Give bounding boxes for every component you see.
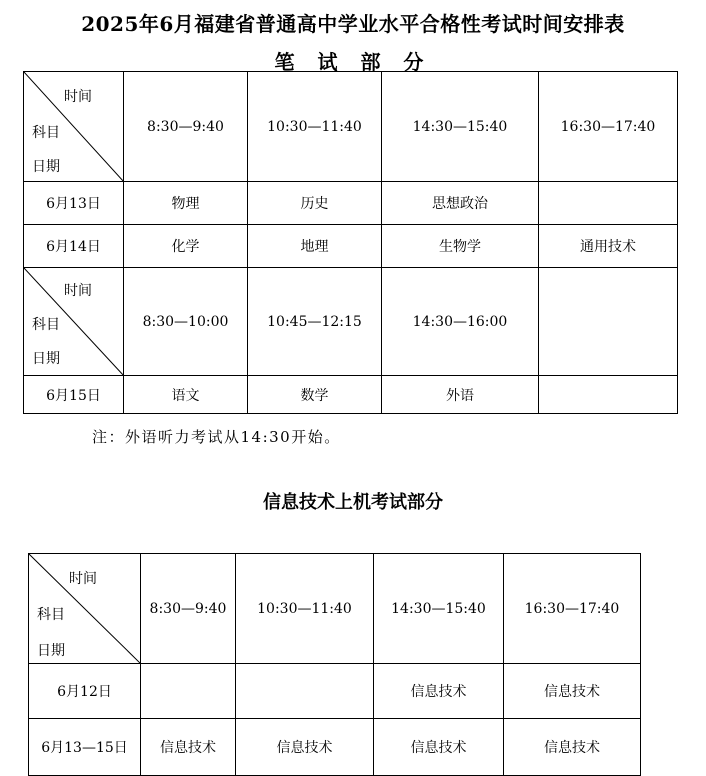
- subject-cell: 信息技术: [236, 719, 374, 776]
- date-cell: 6月14日: [24, 225, 124, 268]
- subject-cell: 语文: [124, 376, 248, 414]
- diagonal-header-cell: [24, 268, 124, 376]
- subject-cell: 数学: [248, 376, 382, 414]
- date-cell: 6月13日: [24, 182, 124, 225]
- date-cell: 6月13—15日: [29, 719, 141, 776]
- time-slot: 14:30—15:40: [374, 554, 504, 664]
- subject-label: 科目: [32, 317, 60, 333]
- time-slot: 8:30—9:40: [141, 554, 236, 664]
- time-label: 时间: [64, 89, 92, 105]
- date-label: 日期: [32, 351, 60, 367]
- table-row: [24, 376, 678, 414]
- subject-cell: 信息技术: [141, 719, 236, 776]
- subject-label: 科目: [37, 607, 65, 623]
- subject-cell: [539, 182, 678, 225]
- table-row: [29, 664, 641, 719]
- subject-label: 科目: [32, 125, 60, 141]
- time-slot: 8:30—10:00: [124, 268, 248, 376]
- date-cell: 6月12日: [29, 664, 141, 719]
- time-slot: 14:30—15:40: [382, 72, 539, 182]
- subject-cell: 信息技术: [504, 719, 641, 776]
- date-cell: 6月15日: [24, 376, 124, 414]
- subject-cell: 通用技术: [539, 225, 678, 268]
- page-title: 2025年6月福建省普通高中学业水平合格性考试时间安排表: [81, 12, 625, 36]
- subject-cell: 物理: [124, 182, 248, 225]
- subject-cell: 信息技术: [374, 664, 504, 719]
- subject-cell: 外语: [382, 376, 539, 414]
- subject-cell: 信息技术: [374, 719, 504, 776]
- time-slot: [539, 268, 678, 376]
- subject-cell: [539, 376, 678, 414]
- table-header-row: [29, 554, 641, 664]
- table-row: [29, 719, 641, 776]
- subject-cell: 历史: [248, 182, 382, 225]
- diagonal-header-cell: [24, 72, 124, 182]
- table-header-row: [24, 268, 678, 376]
- date-label: 日期: [32, 159, 60, 175]
- diagonal-header-cell: [29, 554, 141, 664]
- table-row: [24, 182, 678, 225]
- table-header-row: [24, 72, 678, 182]
- subject-cell: 生物学: [382, 225, 539, 268]
- subject-cell: 思想政治: [382, 182, 539, 225]
- section-title-computer: 信息技术上机考试部分: [263, 492, 443, 513]
- time-slot: 14:30—16:00: [382, 268, 539, 376]
- computer-exam-table: [28, 553, 641, 776]
- subject-cell: 信息技术: [504, 664, 641, 719]
- time-slot: 8:30—9:40: [124, 72, 248, 182]
- subject-cell: 化学: [124, 225, 248, 268]
- section-title-written: 笔 试 部 分: [274, 50, 432, 74]
- time-slot: 16:30—17:40: [539, 72, 678, 182]
- time-slot: 16:30—17:40: [504, 554, 641, 664]
- footnote: 注：外语听力考试从14:30开始。: [92, 428, 341, 446]
- written-exam-table: [23, 71, 678, 414]
- time-label: 时间: [69, 571, 97, 587]
- time-label: 时间: [64, 283, 92, 299]
- table-row: [24, 225, 678, 268]
- time-slot: 10:30—11:40: [248, 72, 382, 182]
- date-label: 日期: [37, 643, 65, 659]
- subject-cell: [236, 664, 374, 719]
- subject-cell: 地理: [248, 225, 382, 268]
- time-slot: 10:45—12:15: [248, 268, 382, 376]
- time-slot: 10:30—11:40: [236, 554, 374, 664]
- subject-cell: [141, 664, 236, 719]
